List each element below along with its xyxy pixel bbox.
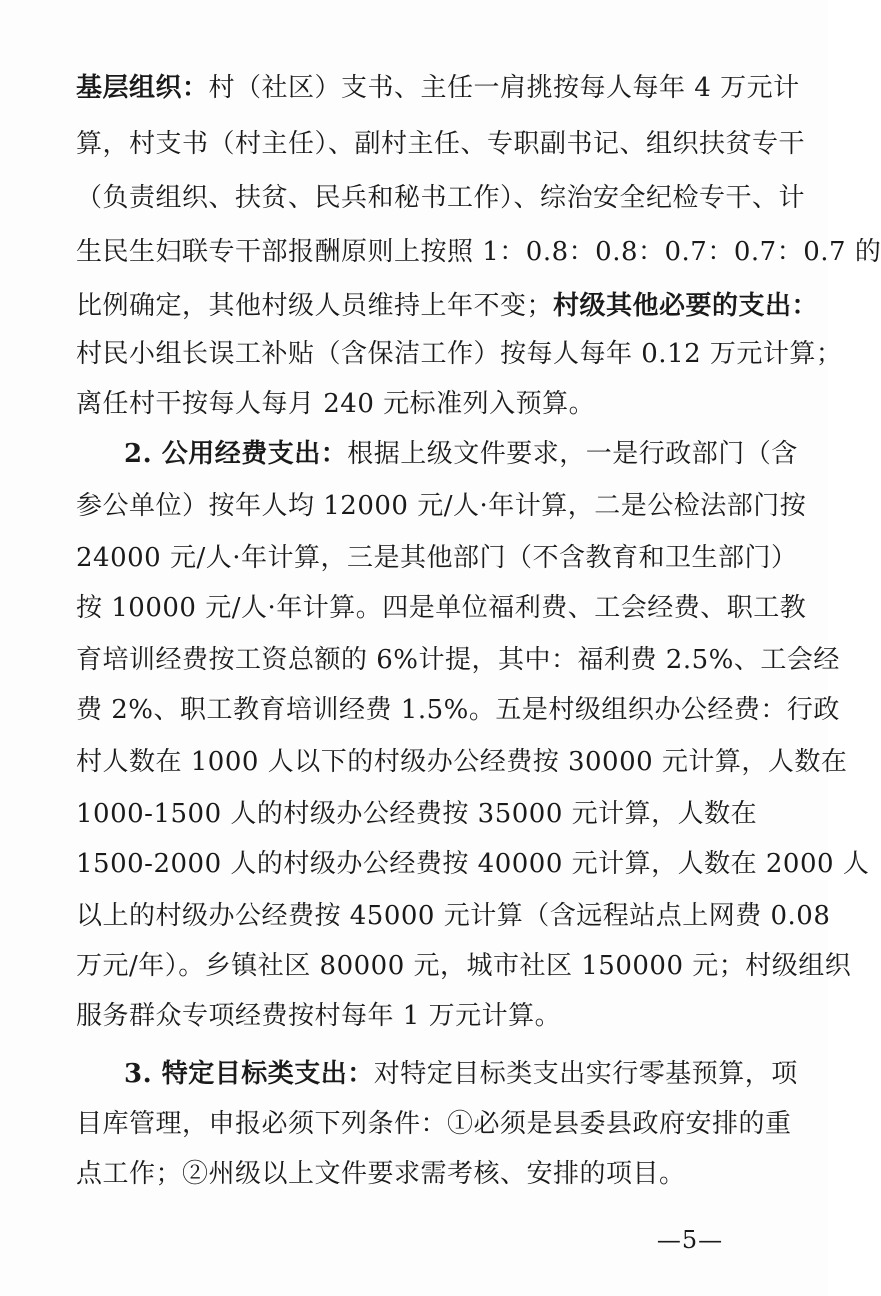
line-text: 24000 元/人·年计算，三是其他部门（不含教育和卫生部门）	[76, 543, 798, 573]
paragraph-line	[76, 486, 807, 526]
line-text: 点工作；②州级以上文件要求需考核、安排的项目。	[76, 1159, 686, 1189]
bold-heading: 村级其他必要的支出：	[553, 291, 819, 321]
paragraph-line	[76, 232, 881, 272]
paragraph-line	[76, 538, 798, 578]
line-text: 万元/年）。乡镇社区 80000 元，城市社区 150000 元；村级组织	[76, 951, 852, 981]
paragraph-line	[76, 178, 806, 218]
line-text: 生民生妇联专干部报酬原则上按照 1：0.8：0.8：0.7：0.7：0.7 的	[76, 237, 881, 267]
paragraph-line	[76, 384, 756, 424]
paragraph-line	[76, 946, 852, 986]
line-text: 村（社区）支书、主任一肩挑按每人每年 4 万元计	[208, 73, 800, 103]
line-text: 离任村干按每人每月 240 元标准列入预算。	[76, 389, 596, 419]
line-text: 1500-2000 人的村级办公经费按 40000 元计算，人数在 2000 人	[76, 849, 870, 879]
paragraph-line	[76, 690, 840, 730]
paragraph-line	[76, 844, 870, 884]
paragraph-line	[76, 1104, 792, 1144]
bold-heading: 基层组织：	[76, 73, 209, 103]
paragraph-line	[76, 286, 819, 326]
paragraph-line	[76, 742, 848, 782]
line-text: 育培训经费按工资总额的 6%计提，其中：福利费 2.5%、工会经	[76, 645, 840, 675]
paragraph-line	[76, 1154, 756, 1194]
bold-heading: 2. 公用经费支出：	[124, 439, 348, 469]
paragraph-line	[76, 896, 831, 936]
paragraph-line	[124, 434, 798, 474]
line-text: 目库管理，申报必须下列条件：①必须是县委县政府安排的重	[76, 1109, 792, 1139]
line-text: 对特定目标类支出实行零基预算，项	[373, 1059, 798, 1089]
page-number: —5—	[656, 1226, 724, 1254]
bold-heading: 3. 特定目标类支出：	[124, 1059, 374, 1089]
paragraph-line	[76, 68, 800, 108]
line-text: 参公单位）按年人均 12000 元/人·年计算，二是公检法部门按	[76, 491, 807, 521]
paragraph-line	[124, 1054, 798, 1094]
line-text: 比例确定，其他村级人员维持上年不变；	[76, 291, 554, 321]
paragraph-line	[76, 124, 806, 164]
line-text: 以上的村级办公经费按 45000 元计算（含远程站点上网费 0.08	[76, 901, 831, 931]
line-text: 费 2%、职工教育培训经费 1.5%。五是村级组织办公经费：行政	[76, 695, 840, 725]
line-text: 根据上级文件要求，一是行政部门（含	[347, 439, 798, 469]
paragraph-line	[76, 794, 756, 834]
line-text: 算，村支书（村主任）、副村主任、专职副书记、组织扶贫专干	[76, 129, 806, 159]
line-text: 村民小组长误工补贴（含保洁工作）按每人每年 0.12 万元计算；	[76, 339, 843, 369]
line-text: （负责组织、扶贫、民兵和秘书工作）、综治安全纪检专干、计	[76, 183, 806, 213]
line-text: 服务群众专项经费按村每年 1 万元计算。	[76, 1001, 562, 1031]
line-text: 按 10000 元/人·年计算。四是单位福利费、工会经费、职工教	[76, 593, 807, 623]
paragraph-line	[76, 588, 807, 628]
paragraph-line	[76, 640, 840, 680]
line-text: 1000-1500 人的村级办公经费按 35000 元计算，人数在	[76, 799, 758, 829]
line-text: 村人数在 1000 人以下的村级办公经费按 30000 元计算，人数在	[76, 747, 848, 777]
paragraph-line	[76, 334, 843, 374]
paragraph-line	[76, 996, 756, 1036]
